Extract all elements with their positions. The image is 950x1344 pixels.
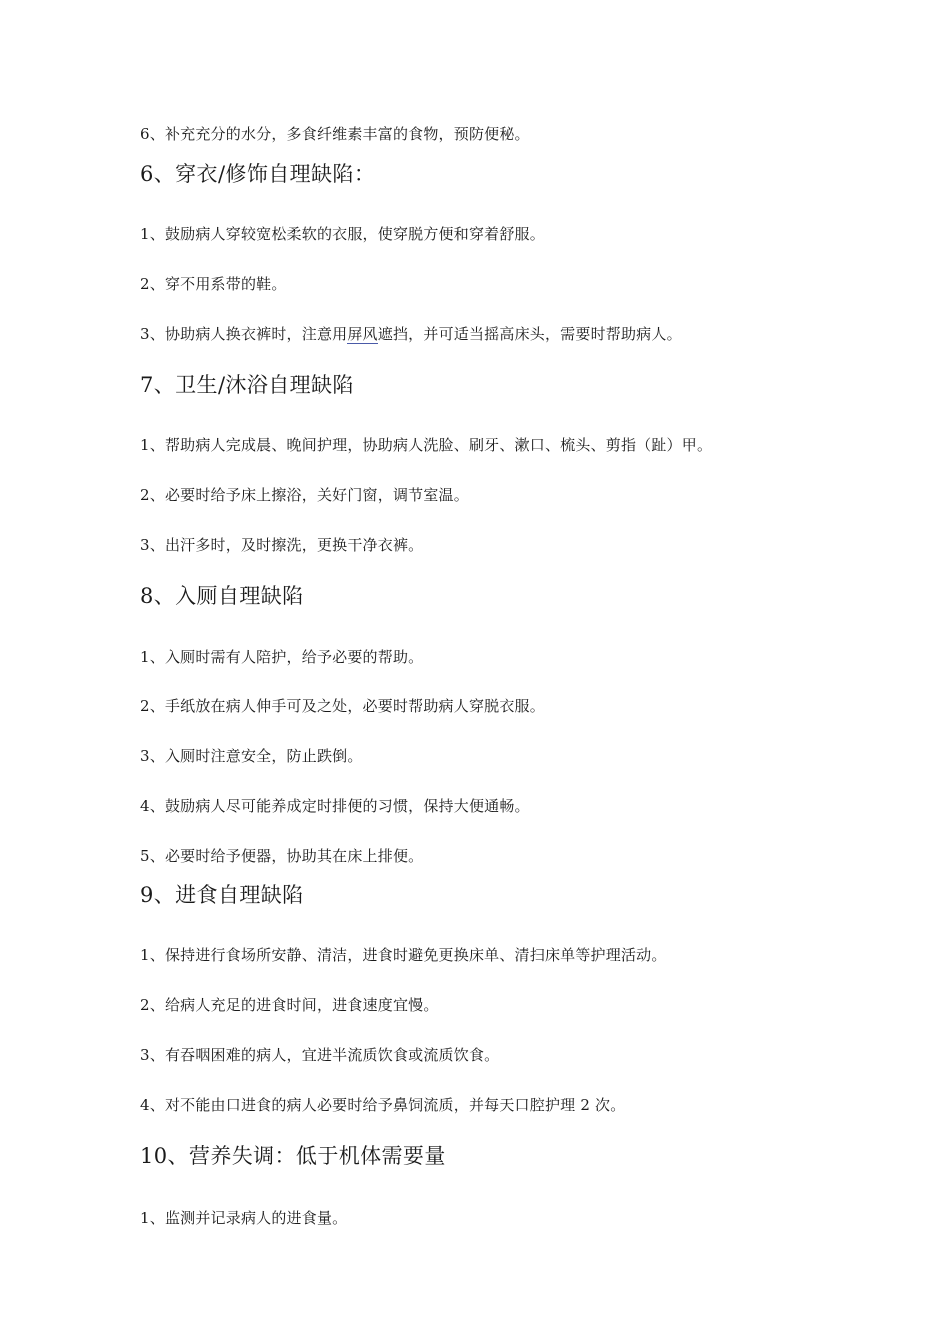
- paragraph: 2、手纸放在病人伸手可及之处，必要时帮助病人穿脱衣服。: [140, 697, 545, 715]
- section-heading: 10、营养失调：低于机体需要量: [140, 1144, 446, 1168]
- paragraph: 3、出汗多时，及时擦洗，更换干净衣裤。: [140, 536, 424, 554]
- paragraph: 1、鼓励病人穿较宽松柔软的衣服，使穿脱方便和穿着舒服。: [140, 225, 545, 243]
- paragraph-text: 3、协助病人换衣裤时，注意用: [140, 325, 348, 343]
- paragraph-text: 遮挡，并可适当摇高床头，需要时帮助病人。: [377, 325, 682, 343]
- section-heading: 6、穿衣/修饰自理缺陷：: [140, 162, 376, 186]
- paragraph: 6、补充充分的水分，多食纤维素丰富的食物，预防便秘。: [140, 125, 530, 143]
- paragraph: 5、必要时给予便器，协助其在床上排便。: [140, 847, 424, 865]
- paragraph: 1、帮助病人完成晨、晚间护理，协助病人洗脸、刷牙、漱口、梳头、剪指（趾）甲。: [140, 436, 713, 454]
- paragraph: 1、保持进行食场所安静、清洁，进食时避免更换床单、清扫床单等护理活动。: [140, 946, 667, 964]
- paragraph: 2、穿不用系带的鞋。: [140, 275, 287, 293]
- paragraph: 3、有吞咽困难的病人，宜进半流质饮食或流质饮食。: [140, 1046, 500, 1064]
- paragraph: 2、给病人充足的进食时间，进食速度宜慢。: [140, 996, 439, 1014]
- section-heading: 8、入厕自理缺陷: [140, 584, 304, 608]
- section-heading: 9、进食自理缺陷: [140, 883, 304, 907]
- paragraph: 3、入厕时注意安全，防止跌倒。: [140, 747, 363, 765]
- paragraph: 1、监测并记录病人的进食量。: [140, 1209, 348, 1227]
- paragraph: 4、鼓励病人尽可能养成定时排便的习惯，保持大便通畅。: [140, 797, 530, 815]
- paragraph: 4、对不能由口进食的病人必要时给予鼻饲流质，并每天口腔护理 2 次。: [140, 1096, 626, 1114]
- paragraph: [140, 324, 682, 344]
- section-heading: 7、卫生/沐浴自理缺陷: [140, 373, 354, 397]
- paragraph: 1、入厕时需有人陪护，给予必要的帮助。: [140, 648, 424, 666]
- underlined-term: 屏风: [347, 325, 378, 343]
- paragraph: 2、必要时给予床上擦浴，关好门窗，调节室温。: [140, 486, 469, 504]
